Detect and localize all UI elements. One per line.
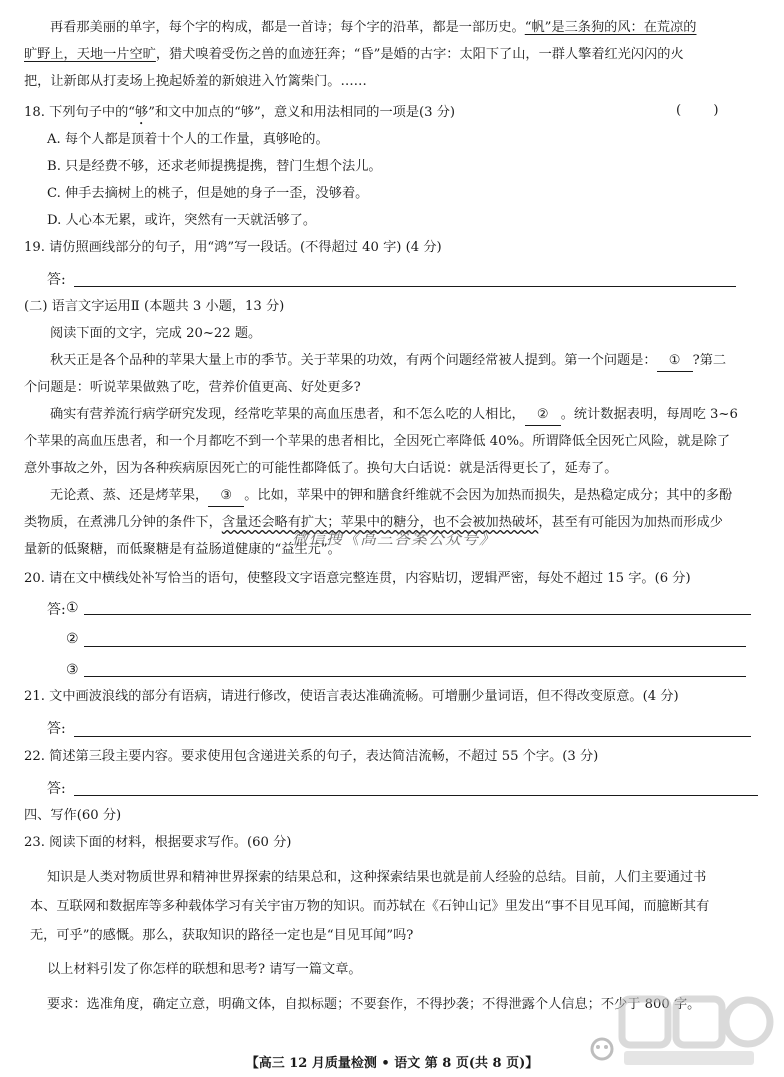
passage-text: 确实有营养流行病学研究发现，经常吃苹果的高血压患者，和不怎么吃的人相比， bbox=[50, 407, 525, 422]
intro-text: ，猎犬嗅着受伤之兽的血迹狂奔；“昏”是婚的古字：太阳下了山，一群人擎着红光闪闪的火 bbox=[155, 47, 684, 62]
passage-line: 意外事故之外，因为各种疾病原因死亡的可能性都降低了。换句大白话说：就是活得更长了，延寿了。 bbox=[24, 461, 618, 476]
answer-label: 答: bbox=[47, 721, 66, 737]
question-20-stem: 20. 请在文中横线处补写恰当的语句，使整段文字语意完整连贯，内容贴切，逻辑严密，每处不超过 15 字。(6 分) bbox=[24, 571, 691, 586]
blank-2: ② bbox=[525, 405, 561, 426]
option-b: B. 只是经费不够，还求老师提携提携，替门生想个法儿。 bbox=[47, 159, 382, 174]
passage-text: 。统计数据表明，每周吃 3~6 bbox=[560, 407, 738, 422]
passage-line: 个问题是：听说苹果做熟了吃，营养价值更高、好处更多? bbox=[24, 380, 361, 395]
underlined-sentence: “帆”是三条狗的风：在荒凉的 bbox=[524, 20, 697, 35]
question-23-stem: 23. 阅读下面的材料，根据要求写作。(60 分) bbox=[24, 835, 292, 850]
underlined-sentence: 旷野上，天地一片空旷 bbox=[24, 47, 156, 62]
watermark-text: 微信搜《高三答案公众号》 bbox=[292, 529, 497, 548]
writing-prompt: 以上材料引发了你怎样的联想和思考? 请写一篇文章。 bbox=[47, 962, 362, 977]
answer-label: 答: bbox=[47, 272, 66, 288]
passage-line: 个苹果的高血压患者，和一个月都吃不到一个苹果的患者相比，全因死亡率降低 40%。所谓降低全因死亡风险，就是除了 bbox=[24, 434, 731, 449]
passage-line: 量新的低聚糖，而低聚糖是有益肠道健康的“益生元”。 bbox=[24, 542, 341, 557]
answer-label: 答: bbox=[47, 781, 66, 797]
section-title: 四、写作(60 分) bbox=[24, 808, 122, 823]
answer-line-1[interactable] bbox=[84, 614, 751, 615]
wavy-underlined-text: 含量还会略有扩大；苹果中的糖分，也不会被加热破坏 bbox=[221, 515, 539, 530]
passage-line bbox=[50, 405, 738, 426]
passage-line bbox=[50, 486, 732, 507]
intro-line-2 bbox=[24, 45, 684, 65]
answer-parentheses[interactable]: ( ) bbox=[676, 103, 733, 118]
option-d: D. 人心本无累，或许，突然有一天就活够了。 bbox=[47, 213, 317, 228]
passage-text: ，甚至有可能因为加热而形成少 bbox=[538, 515, 723, 530]
answer-mark-2: ② bbox=[66, 631, 79, 647]
stem-text: 18. 下列句子中的“ bbox=[24, 105, 136, 120]
answer-line-3[interactable] bbox=[84, 676, 746, 677]
intro-text: 再看那美丽的单字，每个字的构成，都是一首诗；每个字的沿革，都是一部历史。 bbox=[50, 20, 525, 35]
page-footer: 【高三 12 月质量检测 • 语文 第 8 页(共 8 页)】 bbox=[245, 1056, 539, 1071]
answer-line[interactable] bbox=[74, 736, 751, 737]
question-18-stem bbox=[24, 103, 455, 128]
answer-line[interactable] bbox=[74, 795, 758, 796]
question-21-stem: 21. 文中画波浪线的部分有语病，请进行修改，使语言表达准确流畅。可增删少量词语，但不得改变原意。(4 分) bbox=[24, 689, 679, 704]
answer-mark-3: ③ bbox=[66, 662, 79, 678]
question-19-stem: 19. 请仿照画线部分的句子，用“鸿”写一段话。(不得超过 40 字) (4 分) bbox=[24, 240, 442, 255]
material-line: 本、互联网和数据库等多种载体学习有关宇宙万物的知识。而苏轼在《石钟山记》里发出“事不目见耳闻，而臆断其有 bbox=[30, 899, 710, 914]
answer-line[interactable] bbox=[74, 286, 736, 287]
passage-text: ?第二 bbox=[692, 353, 727, 368]
passage-text: 类物质，在煮沸几分钟的条件下， bbox=[24, 515, 222, 530]
blank-3: ③ bbox=[208, 486, 244, 507]
material-line: 知识是人类对物质世界和精神世界探索的结果总和，这种探索结果也就是前人经验的总结。目前，人们主要通过书 bbox=[47, 870, 707, 885]
option-a: A. 每个人都是顶着十个人的工作量，真够呛的。 bbox=[47, 132, 329, 147]
stem-text: ”和文中加点的“够”，意义和用法相同的一项是(3 分) bbox=[148, 105, 456, 120]
material-line: 无，可乎”的感慨。那么，获取知识的路径一定也是“目见耳闻”吗? bbox=[30, 928, 414, 943]
option-c: C. 伸手去摘树上的桃子，但是她的身子一歪，没够着。 bbox=[47, 186, 369, 201]
answer-label: 答: bbox=[47, 602, 66, 618]
passage-line bbox=[50, 351, 726, 372]
passage-text: 无论煮、蒸、还是烤苹果， bbox=[50, 488, 209, 503]
watermark-logo-icon bbox=[576, 991, 776, 1071]
question-22-stem: 22. 简述第三段主要内容。要求使用包含递进关系的句子，表达简洁流畅，不超过 55 个字。(3 分) bbox=[24, 749, 599, 764]
answer-mark-1: ① bbox=[66, 600, 79, 616]
passage-text: 秋天正是各个品种的苹果大量上市的季节。关于苹果的功效，有两个问题经常被人提到。第一个问题是： bbox=[50, 353, 657, 368]
blank-1: ① bbox=[657, 351, 693, 372]
intro-line-3: 把，让新郎从打麦场上挽起娇羞的新娘进入竹篱柴门。…… bbox=[24, 74, 367, 89]
instruction: 阅读下面的文字，完成 20~22 题。 bbox=[50, 326, 262, 341]
intro-line-1 bbox=[50, 18, 696, 38]
writing-requirements: 要求：选准角度，确定立意，明确文体，自拟标题；不要套作，不得抄袭；不得泄露个人信息；不少于 800 字。 bbox=[47, 997, 701, 1012]
answer-line-2[interactable] bbox=[84, 646, 746, 647]
dotted-character: 够 bbox=[135, 105, 149, 120]
section-title: (二) 语言文字运用Ⅱ (本题共 3 小题，13 分) bbox=[24, 299, 285, 314]
passage-text: 。比如，苹果中的钾和膳食纤维就不会因为加热而损失，是热稳定成分；其中的多酚 bbox=[244, 488, 733, 503]
